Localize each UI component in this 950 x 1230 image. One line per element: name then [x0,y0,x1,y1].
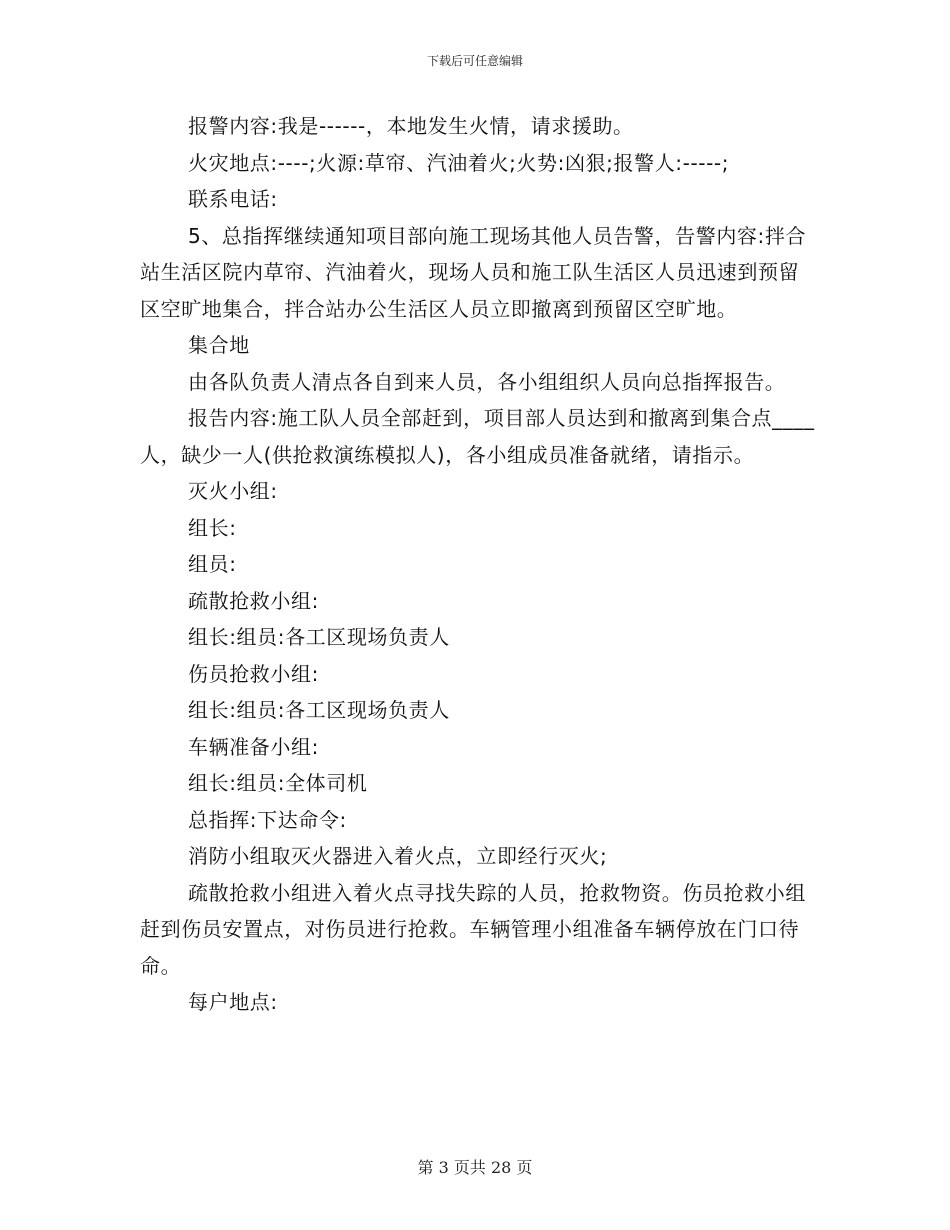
paragraph-contact-phone: 联系电话: [188,187,278,211]
paragraph-group-leader: 组长: [188,515,237,540]
paragraph-commander-notice: 5、总指挥继续通知项目部向施工现场其他人员告警，告警内容:拌合站生活区院内草帘、汽油着火，现场人员和施工队生活区人员迅速到预留区空旷地集合，拌合站办公生活区人员立即撤离到预留区空旷地。 [140,223,807,321]
paragraph-rescue-members: 组长:组员:各工区现场负责人 [188,698,450,722]
paragraph-rescue-group: 伤员抢救小组: [188,661,319,686]
paragraph-assembly-point: 集合地 [188,333,250,357]
paragraph-evacuation-group: 疏散抢救小组: [188,588,319,613]
paragraph-alarm-content: 报警内容:我是------，本地发生火情，请求援助。 [188,114,634,138]
page-header: 下载后可任意编辑 [426,54,523,68]
page-footer: 第 3 页共 28 页 [417,1158,533,1177]
paragraph-firefighting-order: 消防小组取灭火器进入着火点，立即经行灭火; [188,844,608,868]
paragraph-vehicle-group: 车辆准备小组: [188,734,319,759]
document-body [140,108,816,1021]
paragraph-report-content: 报告内容:施工队人员全部赶到，项目部人员达到和撤离到集合点____人，缺少一人(供抢救演练模拟人)，各小组成员准备就绪，请指示。 [140,406,815,467]
paragraph-firefighting-group: 灭火小组: [188,479,278,503]
paragraph-commander-order: 总指挥:下达命令: [188,807,347,832]
paragraph-headcount: 由各队负责人清点各自到来人员，各小组组织人员向总指挥报告。 [188,369,786,394]
paragraph-location: 每户地点: [188,990,278,1014]
paragraph-rescue-order: 疏散抢救小组进入着火点寻找失踪的人员，抢救物资。伤员抢救小组赶到伤员安置点，对伤员进行抢救。车辆管理小组准备车辆停放在门口待命。 [140,880,806,978]
paragraph-vehicle-members: 组长:组员:全体司机 [188,771,368,795]
paragraph-fire-location: 火灾地点:----;火源:草帘、汽油着火;火势:凶狠;报警人:-----; [188,150,730,175]
paragraph-evacuation-members: 组长:组员:各工区现场负责人 [188,625,450,649]
paragraph-group-members: 组员: [188,552,237,576]
